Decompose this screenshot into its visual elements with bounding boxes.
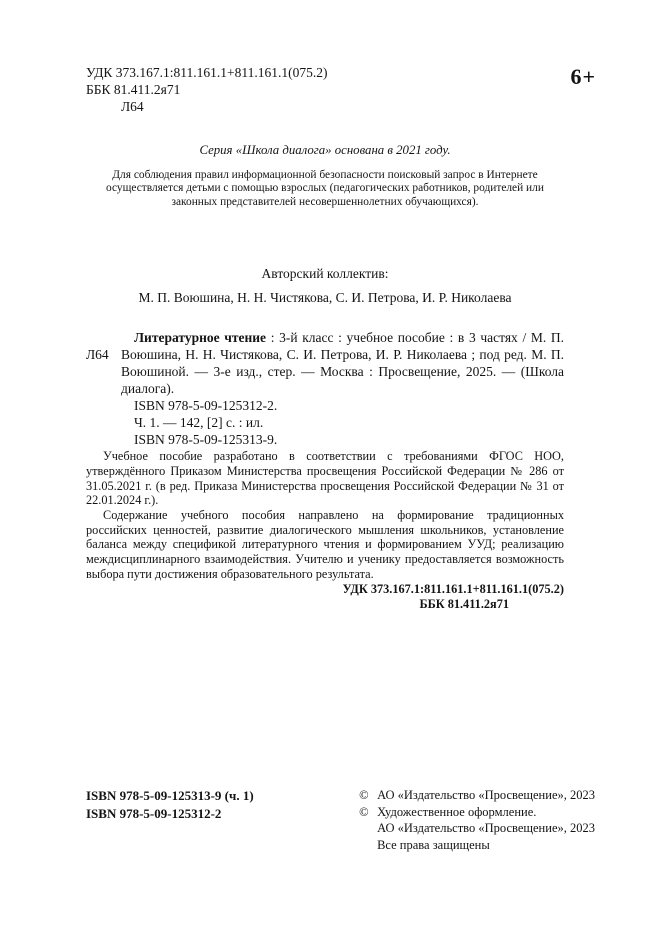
copyright-line [359, 787, 595, 804]
copyright-text: АО «Издательство «Просвещение», 2023 [377, 821, 595, 836]
author-code: Л64 [121, 99, 144, 114]
imprint-header [86, 64, 564, 115]
copyright-text: Художественное оформление. [377, 804, 537, 819]
isbn-edition-line: ISBN 978-5-09-125312-2. [134, 398, 278, 414]
annotation-block [86, 449, 564, 611]
bibliographic-description-text: : 3-й класс : учебное пособие : в 3 частях / М. П. Воюшина, Н. Н. Чистякова, С. И. Петрова, И. Р. Николаева ; под ред. М. П. Воюшиной. — 3-е изд., стер. — Москва : Просвещение, 2025. — (Школа диалога). [121, 330, 565, 397]
annotation-paragraph-1: Учебное пособие разработано в соответствии с требованиями ФГОС НОО, утверждённого Приказом Министерства просвещения Российской Федерации № 286 от 31.05.2021 г. (в ред. Приказа Министерства просвещения Российской Федерации № 31 от 22.01.2024 г.). [86, 449, 564, 508]
bibliographic-description [121, 329, 564, 397]
copyright-symbol: © [359, 804, 369, 819]
udk-line: УДК 373.167.1:811.161.1+811.161.1(075.2) [86, 65, 328, 80]
footer-isbn-part: ISBN 978-5-09-125313-9 (ч. 1) [86, 788, 254, 803]
copyright-symbol [359, 820, 377, 837]
copyright-line [359, 820, 595, 837]
imprint-footer [86, 787, 595, 853]
internet-safety-note: Для соблюдения правил информационной безопасности поисковый запрос в Интернете осуществляется детьми с помощью взрослых (педагогических работников, родителей или законных представителей несовершеннолетних обучающихся). [106, 169, 544, 208]
annotation-paragraph-2: Содержание учебного пособия направлено на формирование традиционных российских ценностей, развитие диалогического мышления школьников, установление баланса между спецификой литературного чтения и формированием УУД; реализацию междисциплинарного взаимодействия. Учителю и ученику предоставляется возможность выбора пути достижения образовательного результата. [86, 508, 564, 581]
copyright-text: Все права защищены [377, 837, 490, 852]
footer-isbn-block [86, 787, 254, 822]
copyright-symbol: © [359, 788, 369, 802]
catalog-card-code: Л64 [86, 347, 109, 363]
bbk-line: ББК 81.411.2я71 [86, 82, 181, 97]
authors-names: М. П. Воюшина, Н. Н. Чистякова, С. И. Петрова, И. Р. Николаева [138, 290, 512, 306]
copyright-text: АО «Издательство «Просвещение», 2023 [377, 788, 595, 802]
bbk-reference: ББК 81.411.2я71 [419, 596, 509, 611]
series-note: Серия «Школа диалога» основана в 2021 году. [199, 143, 451, 157]
udk-reference: УДК 373.167.1:811.161.1+811.161.1(075.2) [342, 581, 564, 596]
copyright-symbol [359, 837, 377, 854]
footer-copyright-block [359, 787, 595, 853]
copyright-line [359, 804, 595, 821]
part-line: Ч. 1. — 142, [2] с. : ил. [134, 415, 264, 431]
isbn-part-line: ISBN 978-5-09-125313-9. [134, 432, 278, 448]
footer-isbn-edition: ISBN 978-5-09-125312-2 [86, 805, 222, 821]
age-rating-badge: 6+ [570, 64, 596, 89]
authors-block [86, 265, 564, 306]
copyright-line [359, 837, 595, 854]
book-title: Литературное чтение [134, 330, 267, 346]
authors-title: Авторский коллектив: [261, 266, 389, 282]
catalog-card [86, 329, 564, 448]
